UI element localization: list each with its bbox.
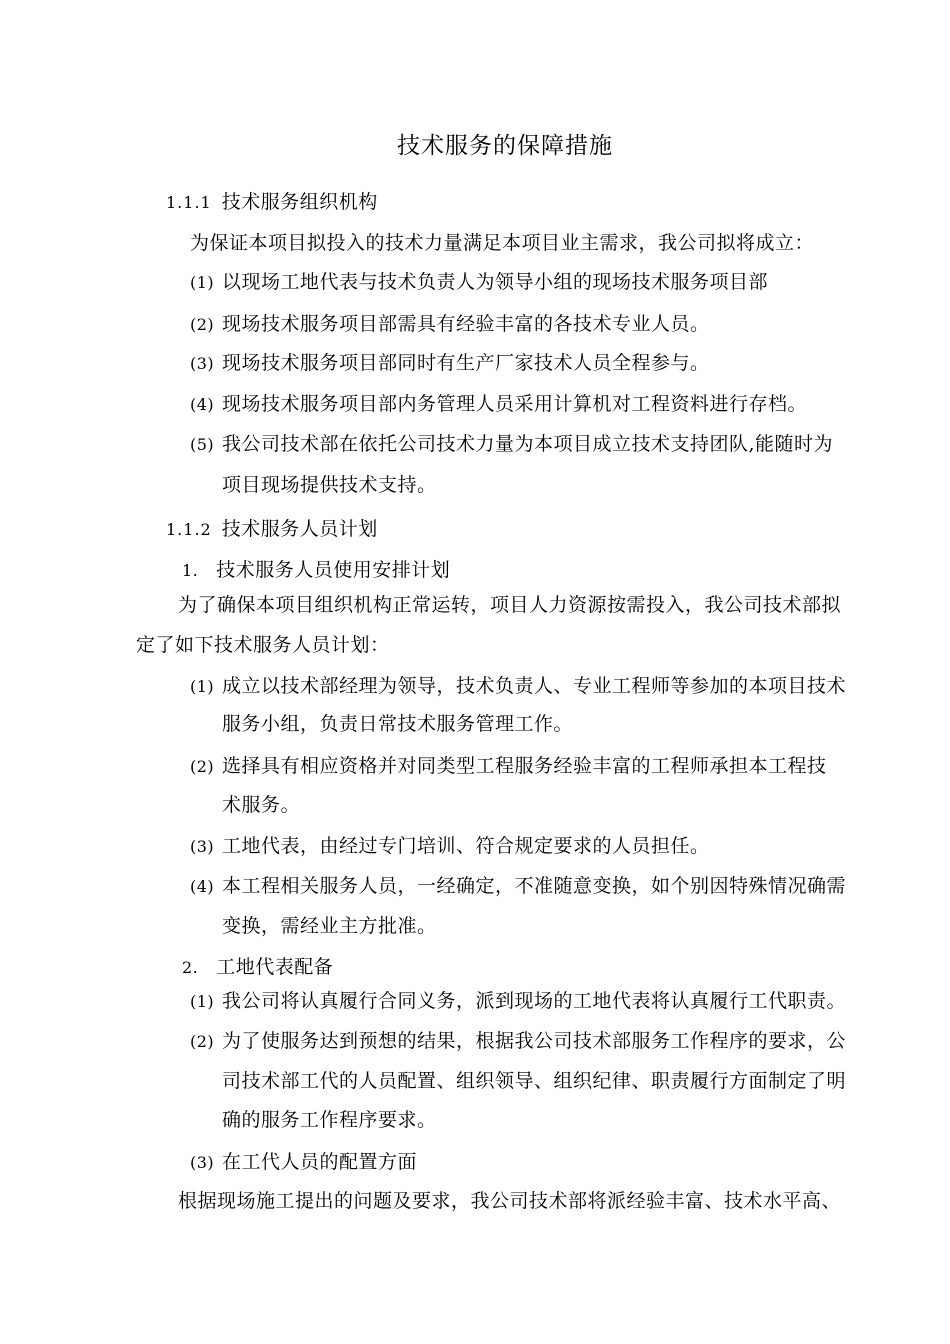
list-item-number: (2) [190,757,215,776]
list-item-continuation: 司技术部工代的人员配置、组织领导、组织纪律、职责履行方面制定了明 [222,1070,847,1092]
list-item-continuation: 服务小组，负责日常技术服务管理工作。 [222,713,574,735]
list-item [190,874,846,899]
list-item-text: 我公司将认真履行合同义务，派到现场的工地代表将认真履行工代职责。 [222,990,847,1012]
section-number: 1.1.2 [166,520,212,539]
list-item-number: (3) [190,354,215,373]
list-item-number: (3) [190,837,215,856]
list-item [190,270,768,295]
list-item-text: 现场技术服务项目部同时有生产厂家技术人员全程参与。 [222,352,710,374]
list-item-number: (1) [190,677,215,696]
list-item-number: (1) [190,992,215,1011]
list-item [190,312,710,337]
subsection-title: 工地代表配备 [216,956,334,978]
subsection-heading-2 [182,955,333,980]
subsection-number: 2. [182,958,199,977]
list-item-continuation: 变换，需经业主方批准。 [222,915,437,937]
list-item-text: 现场技术服务项目部需具有经验丰富的各技术专业人员。 [222,313,710,335]
list-item-number: (4) [190,395,215,414]
section-heading-1-1-2 [166,517,378,542]
list-item-text: 工地代表，由经过专门培训、符合规定要求的人员担任。 [222,835,710,857]
list-item [190,989,846,1014]
list-item-continuation: 项目现场提供技术支持。 [222,474,437,496]
list-item-number: (2) [190,315,215,334]
section-title: 技术服务人员计划 [221,518,378,540]
document-title: 技术服务的保障措施 [397,133,613,159]
list-item-continuation: 术服务。 [222,794,301,816]
list-item-text: 我公司技术部在依托公司技术力量为本项目成立技术支持团队,能随时为 [222,433,834,455]
list-item-text: 为了使服务达到预想的结果，根据我公司技术部服务工作程序的要求，公 [222,1030,847,1052]
subsection-number: 1. [182,561,199,580]
list-item [190,392,807,417]
subsection-intro-continuation: 定了如下技术服务人员计划： [136,634,390,656]
section-title: 技术服务组织机构 [221,191,378,213]
list-item-continuation: 确的服务工作程序要求。 [222,1109,437,1131]
section-heading-1-1-1 [166,190,378,215]
list-item-text: 选择具有相应资格并对同类型工程服务经验丰富的工程师承担本工程技 [222,755,827,777]
list-item-number: (4) [190,877,215,896]
subsection-intro: 为了确保本项目组织机构正常运转，项目人力资源按需投入，我公司技术部拟 [178,594,842,616]
list-item-text: 本工程相关服务人员，一经确定，不准随意变换，如个别因特殊情况确需 [222,875,847,897]
list-item-number: (1) [190,273,215,292]
list-item [190,432,833,457]
list-item-text: 在工代人员的配置方面 [222,1151,418,1173]
subsection-title: 技术服务人员使用安排计划 [216,559,451,581]
list-item-text: 以现场工地代表与技术负责人为领导小组的现场技术服务项目部 [222,271,769,293]
list-item-number: (3) [190,1153,215,1172]
list-item [190,1029,846,1054]
section-number: 1.1.1 [166,193,212,212]
list-item [190,834,710,859]
list-item-number: (5) [190,435,215,454]
subsection-heading-1 [182,558,450,583]
section-intro: 为保证本项目拟投入的技术力量满足本项目业主需求，我公司拟将成立： [190,232,815,254]
list-item [190,674,846,699]
closing-paragraph: 根据现场施工提出的问题及要求，我公司技术部将派经验丰富、技术水平高、 [178,1190,842,1212]
list-item-text: 成立以技术部经理为领导，技术负责人、专业工程师等参加的本项目技术 [222,675,847,697]
list-item [190,351,710,376]
list-item [190,1150,417,1175]
list-item-text: 现场技术服务项目部内务管理人员采用计算机对工程资料进行存档。 [222,393,808,415]
list-item-number: (2) [190,1032,215,1051]
list-item [190,754,827,779]
